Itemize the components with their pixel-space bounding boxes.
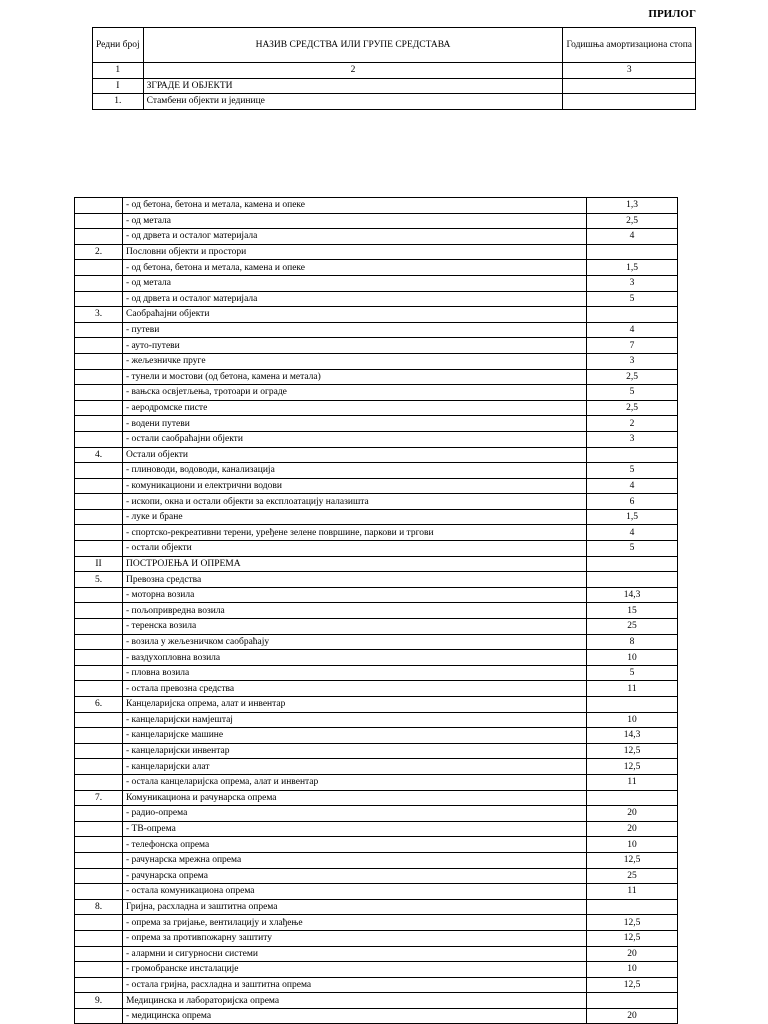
row-rate: 20 [587, 806, 678, 822]
table-row [75, 213, 678, 229]
row-number [75, 198, 123, 214]
row-name: - водени путеви [123, 416, 587, 432]
row-rate [563, 94, 696, 110]
table-row [75, 899, 678, 915]
row-rate: 5 [587, 665, 678, 681]
table-row [75, 431, 678, 447]
table-row [75, 1008, 678, 1024]
row-rate [587, 899, 678, 915]
row-number [75, 494, 123, 510]
table-row [75, 385, 678, 401]
row-rate: 2,5 [587, 213, 678, 229]
table-row [75, 884, 678, 900]
header-table [92, 27, 696, 110]
row-name: - рачунарска мрежна опрема [123, 852, 587, 868]
table-row [75, 650, 678, 666]
row-rate: 20 [587, 946, 678, 962]
row-number [75, 977, 123, 993]
row-rate: 3 [587, 353, 678, 369]
row-number: I [93, 78, 144, 94]
table-row [75, 525, 678, 541]
row-number [75, 728, 123, 744]
row-name: - од метала [123, 213, 587, 229]
row-number [75, 291, 123, 307]
row-number [75, 634, 123, 650]
row-rate: 7 [587, 338, 678, 354]
row-rate [587, 790, 678, 806]
row-rate [587, 993, 678, 1009]
row-rate: 10 [587, 712, 678, 728]
table-row [75, 400, 678, 416]
row-number: 7. [75, 790, 123, 806]
row-rate: 3 [587, 431, 678, 447]
row-number [75, 962, 123, 978]
row-name: - ауто-путеви [123, 338, 587, 354]
row-number [75, 478, 123, 494]
row-number [75, 852, 123, 868]
row-rate: 12,5 [587, 743, 678, 759]
row-number [75, 525, 123, 541]
row-number [75, 759, 123, 775]
row-rate: 12,5 [587, 759, 678, 775]
table-row [75, 291, 678, 307]
table-row [75, 572, 678, 588]
table-row [75, 322, 678, 338]
table-row [75, 665, 678, 681]
row-name: - рачунарска опрема [123, 868, 587, 884]
annex-label: ПРИЛОГ [648, 8, 696, 20]
row-name: Комуникациона и рачунарска опрема [123, 790, 587, 806]
row-name: - од дрвета и осталог материјала [123, 229, 587, 245]
row-name: - од бетона, бетона и метала, камена и опеке [123, 198, 587, 214]
row-name: Стамбени објекти и јединице [143, 94, 563, 110]
table-row [75, 634, 678, 650]
table-row [75, 556, 678, 572]
table-row [75, 229, 678, 245]
table-row [75, 728, 678, 744]
row-name: - од бетона, бетона и метала, камена и опеке [123, 260, 587, 276]
table-row [75, 587, 678, 603]
row-rate: 12,5 [587, 977, 678, 993]
row-rate: 14,3 [587, 587, 678, 603]
row-rate: 6 [587, 494, 678, 510]
row-name: - остала комуникациона опрема [123, 884, 587, 900]
row-number: 4. [75, 447, 123, 463]
table-row [75, 790, 678, 806]
row-name: - остали објекти [123, 541, 587, 557]
row-name: ЗГРАДЕ И ОБЈЕКТИ [143, 78, 563, 94]
row-rate: 4 [587, 525, 678, 541]
table-row [75, 494, 678, 510]
table-row [75, 712, 678, 728]
depreciation-table [74, 197, 678, 1024]
row-number [75, 587, 123, 603]
row-number [75, 619, 123, 635]
row-rate: 11 [587, 681, 678, 697]
table-row [75, 338, 678, 354]
table-row [75, 852, 678, 868]
table-row [75, 307, 678, 323]
row-name: - остала канцеларијска опрема, алат и инвентар [123, 774, 587, 790]
row-number: 2. [75, 244, 123, 260]
row-number [75, 400, 123, 416]
row-name: - плиноводи, водоводи, канализација [123, 463, 587, 479]
row-name: - спортско-рекреативни терени, уређене зелене површине, паркови и тргови [123, 525, 587, 541]
row-name: - остала превозна средства [123, 681, 587, 697]
row-number [75, 743, 123, 759]
table-row [75, 774, 678, 790]
row-number [75, 712, 123, 728]
row-name: - опрема за противпожарну заштиту [123, 930, 587, 946]
row-number [75, 431, 123, 447]
row-rate: 8 [587, 634, 678, 650]
row-name: Гријна, расхладна и заштитна опрема [123, 899, 587, 915]
table-row [75, 447, 678, 463]
row-rate: 1,5 [587, 260, 678, 276]
table-row [75, 681, 678, 697]
row-rate: 11 [587, 774, 678, 790]
row-name: - путеви [123, 322, 587, 338]
row-rate: 12,5 [587, 915, 678, 931]
header-row [93, 28, 696, 63]
row-rate: 1,3 [587, 198, 678, 214]
table-row [75, 478, 678, 494]
row-number [75, 603, 123, 619]
row-rate [587, 307, 678, 323]
table-row [75, 743, 678, 759]
row-name: - телефонска опрема [123, 837, 587, 853]
row-number [75, 665, 123, 681]
row-rate [563, 78, 696, 94]
row-number: 1. [93, 94, 144, 110]
depreciation-table-body [75, 198, 678, 1024]
row-number [75, 213, 123, 229]
row-name: - опрема за гријање, вентилацију и хлађење [123, 915, 587, 931]
row-rate [587, 244, 678, 260]
row-name: Медицинска и лабораторијска опрема [123, 993, 587, 1009]
table-row [75, 260, 678, 276]
row-rate: 5 [587, 463, 678, 479]
row-name: - канцеларијске машине [123, 728, 587, 744]
row-name: - алармни и сигурносни системи [123, 946, 587, 962]
table-row [75, 821, 678, 837]
table-row [75, 806, 678, 822]
table-row [75, 369, 678, 385]
row-name: - ваздухопловна возила [123, 650, 587, 666]
row-number [75, 416, 123, 432]
row-rate: 20 [587, 1008, 678, 1024]
col-header-number: Редни број [93, 28, 144, 63]
row-number [75, 915, 123, 931]
row-rate [587, 556, 678, 572]
table-row [75, 541, 678, 557]
table-row [75, 962, 678, 978]
row-number [75, 463, 123, 479]
row-number [75, 322, 123, 338]
row-rate: 2 [587, 416, 678, 432]
col-number-1: 1 [93, 63, 144, 79]
row-name: Саобраћајни објекти [123, 307, 587, 323]
row-number: II [75, 556, 123, 572]
row-rate: 4 [587, 229, 678, 245]
row-rate: 10 [587, 650, 678, 666]
row-rate: 14,3 [587, 728, 678, 744]
row-name: - канцеларијски алат [123, 759, 587, 775]
row-name: - моторна возила [123, 587, 587, 603]
row-name: - од метала [123, 275, 587, 291]
row-rate: 5 [587, 385, 678, 401]
table-row [75, 697, 678, 713]
row-rate: 5 [587, 291, 678, 307]
row-rate: 20 [587, 821, 678, 837]
table-row [75, 275, 678, 291]
row-rate: 25 [587, 619, 678, 635]
row-name: - возила у жељезничком саобраћају [123, 634, 587, 650]
row-number [75, 275, 123, 291]
col-number-2: 2 [143, 63, 563, 79]
row-name: Канцеларијска опрема, алат и инвентар [123, 697, 587, 713]
row-name: - аеродромске писте [123, 400, 587, 416]
row-name: - медицинска опрема [123, 1008, 587, 1024]
table-row [75, 509, 678, 525]
row-rate: 25 [587, 868, 678, 884]
table-row [75, 837, 678, 853]
table-row [75, 244, 678, 260]
column-number-row [93, 63, 696, 79]
row-rate: 12,5 [587, 930, 678, 946]
table-row [75, 868, 678, 884]
row-rate: 11 [587, 884, 678, 900]
row-number [75, 353, 123, 369]
row-number [75, 930, 123, 946]
row-name: - остали саобраћајни објекти [123, 431, 587, 447]
row-number [75, 650, 123, 666]
row-name: - од дрвета и осталог материјала [123, 291, 587, 307]
row-number [75, 681, 123, 697]
table-row [75, 463, 678, 479]
table-row [75, 915, 678, 931]
row-name: - тунели и мостови (од бетона, камена и метала) [123, 369, 587, 385]
row-number [75, 260, 123, 276]
col-number-3: 3 [563, 63, 696, 79]
row-rate: 12,5 [587, 852, 678, 868]
table-row [75, 603, 678, 619]
row-number [75, 369, 123, 385]
row-rate: 1,5 [587, 509, 678, 525]
row-number [75, 868, 123, 884]
table-row [75, 930, 678, 946]
row-name: Превозна средства [123, 572, 587, 588]
row-number [75, 385, 123, 401]
row-name: - пловна возила [123, 665, 587, 681]
table-row [75, 759, 678, 775]
row-name: Пословни објекти и простори [123, 244, 587, 260]
row-number: 6. [75, 697, 123, 713]
row-rate: 10 [587, 837, 678, 853]
row-number [75, 541, 123, 557]
row-name: - радио-опрема [123, 806, 587, 822]
row-rate: 4 [587, 322, 678, 338]
row-number [75, 884, 123, 900]
row-number [75, 338, 123, 354]
row-number [75, 821, 123, 837]
table-row [75, 416, 678, 432]
col-header-rate: Годишња амортизациона стопа [563, 28, 696, 63]
table-row [93, 94, 696, 110]
row-number [75, 806, 123, 822]
row-name: - комуникациони и електрични водови [123, 478, 587, 494]
table-row [75, 198, 678, 214]
row-rate [587, 697, 678, 713]
row-name: - пољопривредна возила [123, 603, 587, 619]
row-number: 5. [75, 572, 123, 588]
row-rate: 5 [587, 541, 678, 557]
row-rate [587, 572, 678, 588]
row-rate: 10 [587, 962, 678, 978]
table-row [93, 78, 696, 94]
row-number [75, 837, 123, 853]
row-number: 9. [75, 993, 123, 1009]
col-header-name: НАЗИВ СРЕДСТВА ИЛИ ГРУПЕ СРЕДСТАВА [143, 28, 563, 63]
row-number: 3. [75, 307, 123, 323]
row-rate: 2,5 [587, 400, 678, 416]
table-row [75, 353, 678, 369]
row-name: - теренска возила [123, 619, 587, 635]
row-name: - луке и бране [123, 509, 587, 525]
row-number: 8. [75, 899, 123, 915]
row-name: - ископи, окна и остали објекти за експлоатацију налазишта [123, 494, 587, 510]
row-rate: 3 [587, 275, 678, 291]
row-number [75, 509, 123, 525]
table-row [75, 946, 678, 962]
row-name: - канцеларијски инвентар [123, 743, 587, 759]
row-rate: 15 [587, 603, 678, 619]
row-number [75, 229, 123, 245]
row-name: - громобранске инсталације [123, 962, 587, 978]
row-rate: 2,5 [587, 369, 678, 385]
row-name: - ТВ-опрема [123, 821, 587, 837]
row-rate [587, 447, 678, 463]
table-row [75, 619, 678, 635]
row-number [75, 1008, 123, 1024]
row-name: - остала гријна, расхладна и заштитна опрема [123, 977, 587, 993]
row-rate: 4 [587, 478, 678, 494]
row-name: Остали објекти [123, 447, 587, 463]
row-name: ПОСТРОЈЕЊА И ОПРЕМА [123, 556, 587, 572]
row-number [75, 946, 123, 962]
row-number [75, 774, 123, 790]
row-name: - канцеларијски намјештај [123, 712, 587, 728]
table-row [75, 993, 678, 1009]
row-name: - вањска освјетљења, тротоари и ограде [123, 385, 587, 401]
row-name: - жељезничке пруге [123, 353, 587, 369]
table-row [75, 977, 678, 993]
